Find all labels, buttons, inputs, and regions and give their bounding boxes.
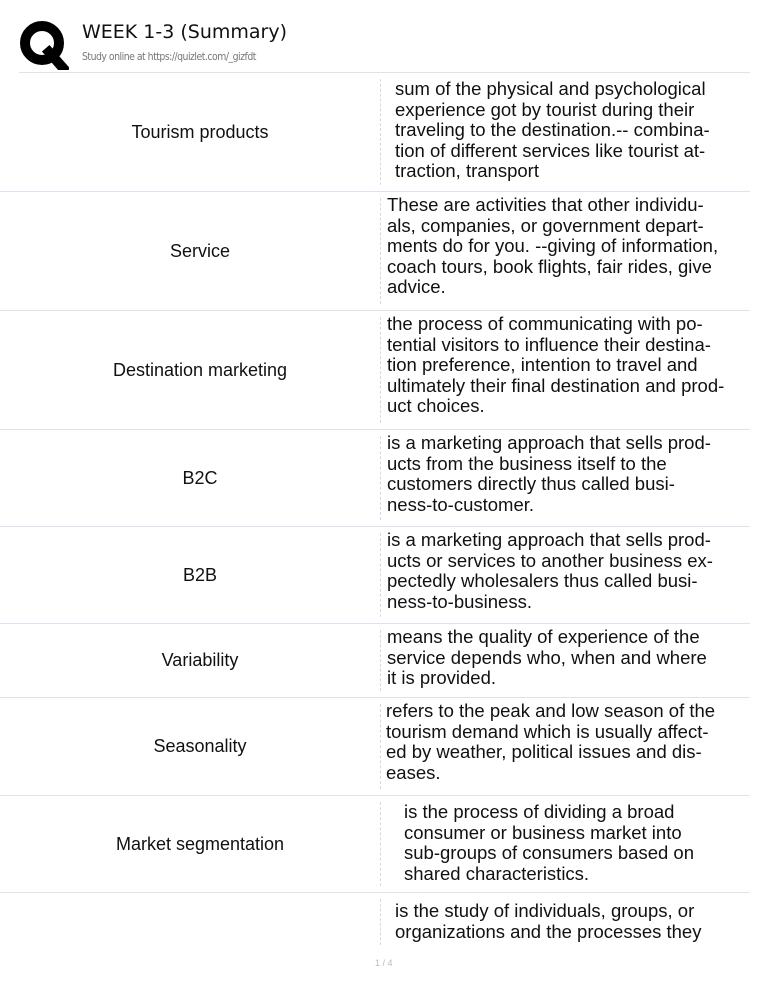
card-term: Destination marketing <box>112 359 288 380</box>
card-row <box>0 73 750 192</box>
column-divider <box>380 436 381 520</box>
column-divider <box>380 630 381 691</box>
card-row <box>0 192 750 311</box>
card-term: Tourism products <box>131 121 269 142</box>
column-divider <box>380 79 381 185</box>
card-row <box>0 893 750 951</box>
column-divider <box>380 198 381 304</box>
card-term: Market segmentation <box>115 833 285 854</box>
column-divider <box>380 899 381 945</box>
quizlet-logo-icon <box>19 20 69 70</box>
page-number: 1 / 4 <box>375 958 393 968</box>
study-online-link[interactable]: Study online at https://quizlet.com/_gizfdt <box>82 50 256 63</box>
card-definition: is the process of dividing a broad consumer or business market into sub-groups of consumers based on shared characteristics. <box>404 801 695 884</box>
card-term: B2C <box>182 467 218 488</box>
card-definition: sum of the physical and psychological experience got by tourist during their traveling to the destination.-- combina- tion of different services like tourist at- traction, transport <box>395 78 710 181</box>
card-row <box>0 796 750 893</box>
column-divider <box>380 704 381 789</box>
card-definition: is a marketing approach that sells prod- ucts from the business itself to the customers directly thus called busi- ness-to-customer. <box>387 432 711 515</box>
card-definition: is a marketing approach that sells prod- ucts or services to another business ex- pectedly wholesalers thus called busi- ness-to-business. <box>387 529 713 612</box>
card-definition: is the study of individuals, groups, or organizations and the processes they <box>395 900 702 942</box>
card-term: Service <box>169 240 231 261</box>
card-definition: the process of communicating with po- tential visitors to influence their destina- tion preference, intention to travel and ultimately their final destination and prod- uct choices. <box>387 313 725 416</box>
card-row <box>0 311 750 430</box>
card-definition: These are activities that other individu- als, companies, or government depart- ments do for you. --giving of information, coach tours, book flights, fair rides, give advice. <box>387 194 719 297</box>
document-title: WEEK 1-3 (Summary) <box>82 21 288 43</box>
column-divider <box>380 533 381 617</box>
card-row <box>0 527 750 624</box>
card-term: B2B <box>182 564 218 585</box>
column-divider <box>380 317 381 423</box>
card-definition: refers to the peak and low season of the tourism demand which is usually affect- ed by weather, political issues and dis- eases. <box>386 700 716 783</box>
card-term: Variability <box>161 650 239 670</box>
card-term <box>0 893 400 951</box>
card-definition: means the quality of experience of the service depends who, when and where it is provided. <box>387 626 707 688</box>
card-term: Seasonality <box>153 736 247 756</box>
card-row <box>0 698 750 796</box>
card-row <box>0 624 750 698</box>
column-divider <box>380 802 381 886</box>
card-row <box>0 430 750 527</box>
